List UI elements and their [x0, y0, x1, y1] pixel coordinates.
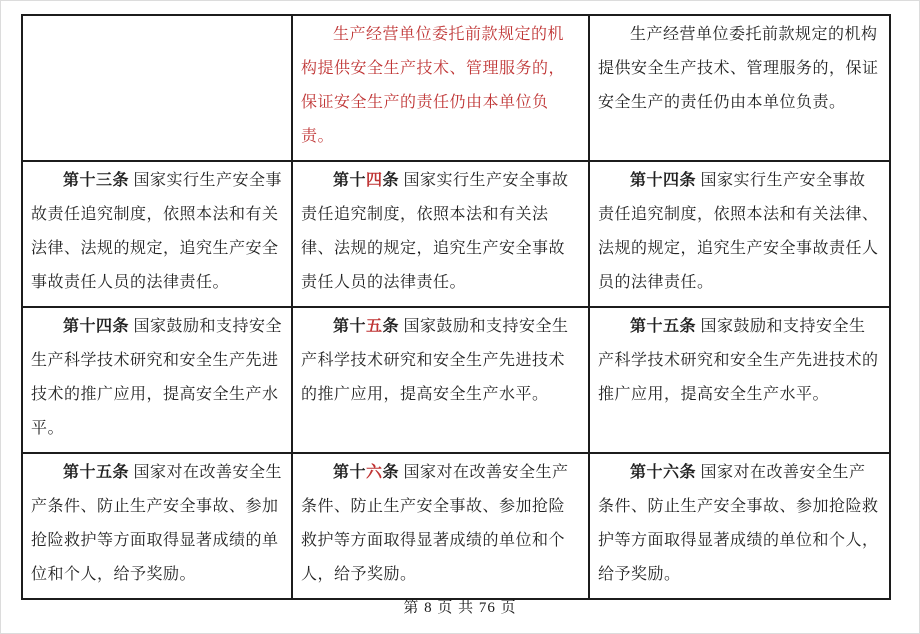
page-number-footer: 第 8 页 共 76 页: [403, 600, 517, 616]
table-cell: [292, 307, 589, 453]
cell-paragraph: [598, 310, 881, 412]
text-segment: 条: [382, 318, 400, 335]
text-segment: 生产经营单位委托前款规定的机构提供安全生产技术、管理服务的，保证安全生产的责任仍由本单位负责。: [598, 26, 879, 111]
text-segment: 第十五条: [63, 464, 130, 481]
table-row: [22, 161, 890, 307]
text-segment: 国家对在改善安全生产条件、防止生产安全事故、参加抢险救护等方面取得显著成绩的单位和个人，给予奖励。: [598, 464, 879, 583]
text-segment: 国家实行生产安全事故责任追究制度，依照本法和有关法律、法规的规定，追究生产安全事故责任人员的法律责任。: [301, 172, 569, 291]
text-segment: 第十: [333, 318, 367, 335]
cell-paragraph: [598, 456, 881, 592]
comparison-table-body: [22, 15, 890, 599]
table-row: [22, 453, 890, 599]
table-cell: [22, 161, 292, 307]
text-segment: 生产经营单位委托前款规定的机构提供安全生产技术、管理服务的，保证安全生产的责任仍由本单位负责。: [301, 26, 566, 145]
table-cell: [589, 15, 890, 161]
table-cell: [292, 161, 589, 307]
table-cell: [589, 453, 890, 599]
cell-paragraph: [598, 18, 881, 120]
text-segment: 第十五条: [630, 318, 697, 335]
text-segment: 国家鼓励和支持安全生产科学技术研究和安全生产先进技术的推广应用，提高安全生产水平。: [301, 318, 569, 403]
text-segment: 条: [382, 172, 400, 189]
table-cell: [22, 307, 292, 453]
text-segment: 第十: [333, 464, 367, 481]
text-segment: 国家鼓励和支持安全生产科学技术研究和安全生产先进技术的推广应用，提高安全生产水平。: [31, 318, 283, 437]
table-cell: [292, 453, 589, 599]
text-segment: 国家实行生产安全事故责任追究制度，依照本法和有关法律、法规的规定，追究生产安全事故责任人员的法律责任。: [31, 172, 283, 291]
text-segment: 国家实行生产安全事故责任追究制度，依照本法和有关法律、法规的规定，追究生产安全事故责任人员的法律责任。: [598, 172, 879, 291]
text-segment: 国家对在改善安全生产条件、防止生产安全事故、参加抢险救护等方面取得显著成绩的单位和个人，给予奖励。: [31, 464, 283, 583]
table-cell: [22, 453, 292, 599]
cell-paragraph: [301, 310, 580, 412]
table-row: [22, 307, 890, 453]
cell-paragraph: [31, 164, 283, 300]
text-segment: 条: [382, 464, 400, 481]
text-segment: 第十三条: [63, 172, 130, 189]
text-segment: 第十六条: [630, 464, 697, 481]
comparison-table: [21, 14, 891, 600]
table-cell: [22, 15, 292, 161]
cell-paragraph: [31, 310, 283, 446]
text-segment: 第十四条: [630, 172, 697, 189]
cell-paragraph: [301, 164, 580, 300]
text-segment: 六: [366, 464, 383, 481]
text-segment: 国家对在改善安全生产条件、防止生产安全事故、参加抢险救护等方面取得显著成绩的单位和个人，给予奖励。: [301, 464, 569, 583]
text-segment: 国家鼓励和支持安全生产科学技术研究和安全生产先进技术的推广应用，提高安全生产水平。: [598, 318, 879, 403]
cell-paragraph: [301, 18, 580, 154]
cell-paragraph: [301, 456, 580, 592]
text-segment: 第十: [333, 172, 367, 189]
text-segment: 五: [366, 318, 383, 335]
table-cell: [589, 161, 890, 307]
cell-paragraph: [598, 164, 881, 300]
table-cell: [589, 307, 890, 453]
table-cell: [292, 15, 589, 161]
text-segment: 四: [366, 172, 383, 189]
text-segment: 第十四条: [63, 318, 130, 335]
cell-paragraph: [31, 456, 283, 592]
table-row: [22, 15, 890, 161]
